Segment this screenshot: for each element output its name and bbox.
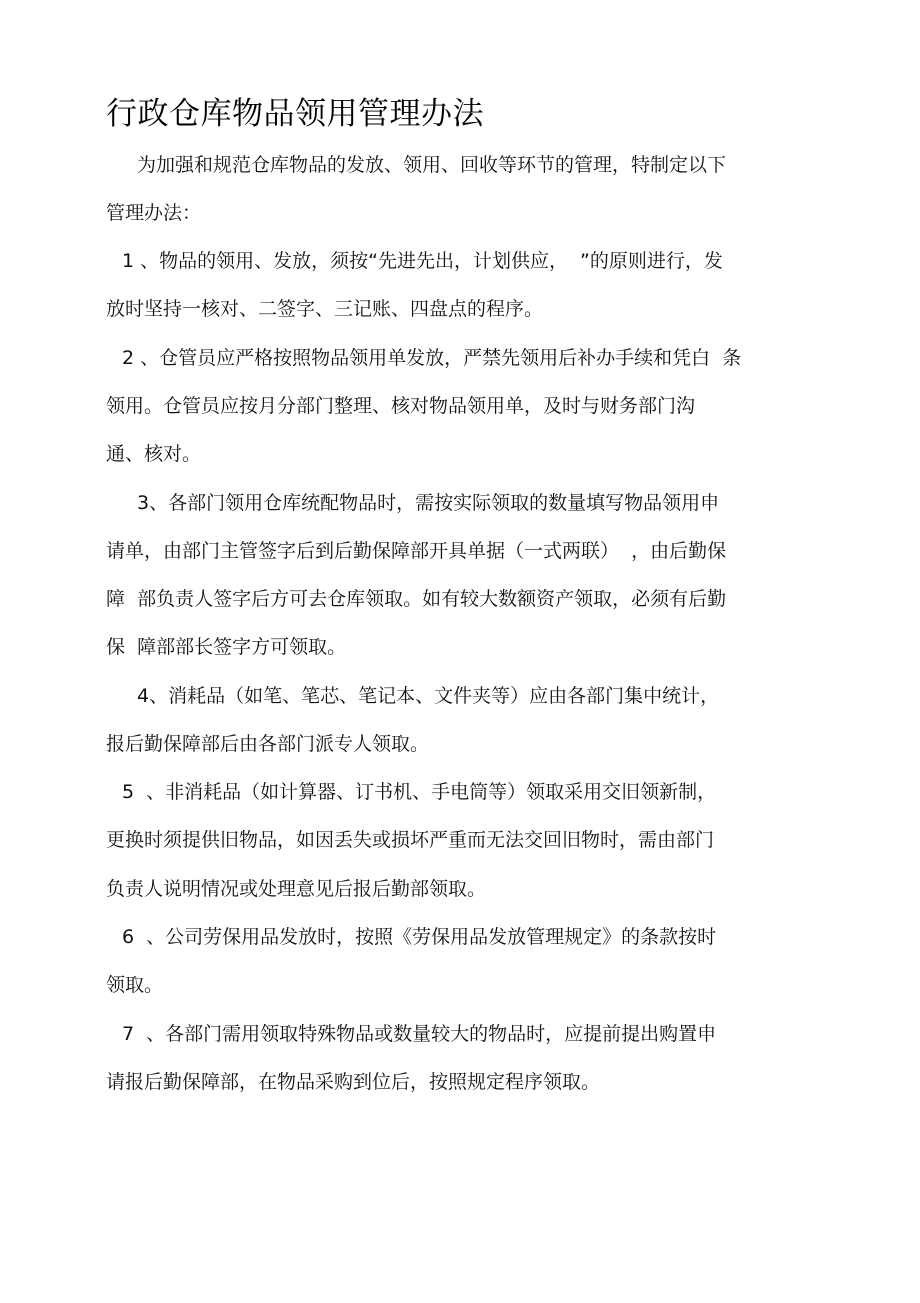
text-line: 3、各部门领用仓库统配物品时，需按实际领取的数量填写物品领用申 [137, 492, 720, 514]
text-line: 1 、物品的领用、发放，须按“先进先出，计划供应， ”的原则进行，发 [122, 250, 723, 272]
text-line: 通、核对。 [106, 443, 202, 465]
text-line: 负责人说明情况或处理意见后报后勤部领取。 [106, 878, 487, 900]
text-line: 2 、仓管员应严格按照物品领用单发放，严禁先领用后补办手续和凭白 条 [122, 347, 742, 369]
text-line: 放时坚持一核对、二签字、三记账、四盘点的程序。 [106, 298, 544, 320]
text-line: 领取。 [106, 974, 164, 996]
text-line: 保 障部部长签字方可领取。 [106, 636, 347, 658]
text-line: 为加强和规范仓库物品的发放、领用、回收等环节的管理，特制定以下 [137, 154, 727, 176]
text-line: 7 、各部门需用领取特殊物品或数量较大的物品时，应提前提出购置申 [122, 1023, 717, 1045]
text-line: 请单，由部门主管签字后到后勤保障部开具单据（一式两联） ，由后勤保 [106, 540, 727, 562]
text-line: 领用。仓管员应按月分部门整理、核对物品领用单，及时与财务部门沟 [106, 395, 696, 417]
text-line: 管理办法： [106, 202, 202, 224]
text-line: 5 、非消耗品（如计算器、订书机、手电筒等）领取采用交旧领新制， [122, 781, 717, 803]
text-line: 报后勤保障部后由各部门派专人领取。 [106, 733, 430, 755]
text-line: 4、消耗品（如笔、笔芯、笔记本、文件夹等）应由各部门集中统计， [137, 685, 720, 707]
text-line: 障 部负责人签字后方可去仓库领取。如有较大数额资产领取，必须有后勤 [106, 588, 727, 610]
text-line: 更换时须提供旧物品，如因丢失或损坏严重而无法交回旧物时，需由部门 [106, 829, 715, 851]
text-line: 6 、公司劳保用品发放时，按照《劳保用品发放管理规定》的条款按时 [122, 926, 717, 948]
text-line: 请报后勤保障部，在物品采购到位后，按照规定程序领取。 [106, 1071, 601, 1093]
document-title: 行政仓库物品领用管理办法 [106, 96, 484, 132]
